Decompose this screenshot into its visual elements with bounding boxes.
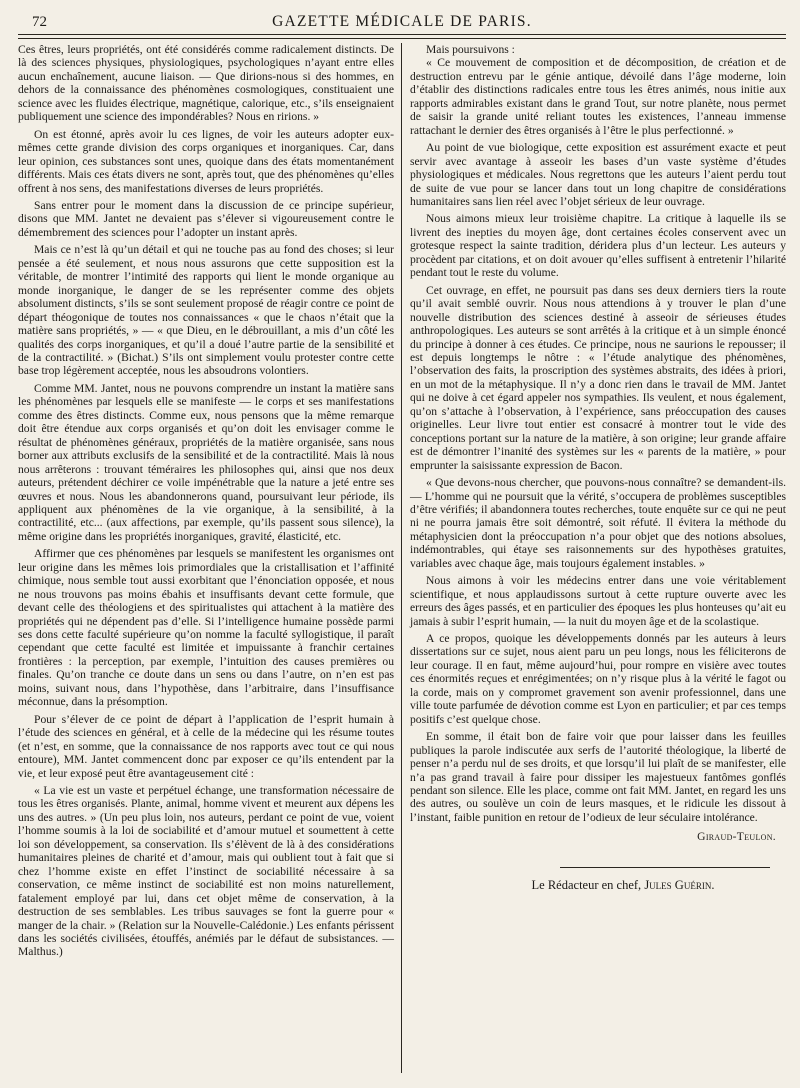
author-signature: Giraud-Teulon. (697, 830, 776, 844)
paragraph: « La vie est un vaste et perpétuel échange, une transformation nécessaire de tous les êtres organisés. Plante, animal, homme vivent et meurent aux dépens les uns des autres. » (Un peu plus loin, nos auteurs, perdant ce point de vue, voient l’homme soumis à la loi de sociabilité et d’amour mutuel et soumettent à cette loi son développement, sa conservation. Ils s’élèvent de là à des considérations humanitaires pleines de charité et d’amour, mais qui oublient tout à fait que si chez l’homme existe en effet l’instinct de sociabilité nécessaire à sa conservation, ce même instinct de sociabilité est non moins naturellement, fatalement employé par lui, dans cet objet même de conservation, à la destruction de ses semblables. Les tribus sauvages se font la guerre pour « manger de la chair. » (Relation sur la Nouvelle-Calédonie.) Les enfants périssent dans les sociétés civilisées, étouffés, anémiés par le défaut de subsistances. — Malthus.) (18, 784, 394, 959)
page-header (18, 8, 786, 35)
page-number: 72 (32, 14, 47, 30)
header-rule (18, 35, 786, 39)
paragraph: Nous aimons mieux leur troisième chapitre. La critique à laquelle ils se livrent des inepties du moyen âge, dont certaines écoles conservent avec un grotesque respect la sainte tradition, déridera plus d’un lecteur. Les auteurs y procèdent par citations, et on doit avouer qu’elles suffisent à entretenir l’hilarité pendant tout le reste du volume. (410, 212, 786, 280)
paragraph: Nous aimons à voir les médecins entrer dans une voie véritablement scientifique, et nous applaudissons surtout à cette rupture ouverte avec les erreurs des âges passés, et en particulier des époques les plus honteuses qu’ait eu jamais à subir l’esprit humain, — la nuit du moyen âge et de la scolastique. (410, 574, 786, 628)
signature-rule (560, 867, 770, 868)
right-column (401, 43, 786, 1073)
editor-prefix: Le Rédacteur en chef, (531, 878, 642, 893)
paragraph: Sans entrer pour le moment dans la discussion de ce principe supérieur, disons que MM. Jantet ne devaient pas s’élever si vigoureusement contre le démembrement des sciences pour l’adopter un instant après. (18, 198, 394, 239)
paragraph: Au point de vue biologique, cette exposition est assurément exacte et peut servir avec avantage à asseoir les bases d’un vaste système d’études physiologiques et médicales. Nous regrettons que les auteurs l’aient perdu tout de suite de vue pour se lancer dans tout un long chapitre de considérations humanitaires sans lien réel avec l’objet sérieux de leur ouvrage. (410, 141, 786, 208)
paragraph: A ce propos, quoique les développements donnés par les auteurs à leurs dissertations sur ce sujet, nous aient paru un peu longs, nous les féliciterons de leur courage. Il en faut, même aujourd’hui, pour rompre en visière avec toutes ces énormités reçues et enrégimentées; on n’y risque plus à la vérité le fagot ou la corde, mais on y compromet gravement son avenir professionnel, dans une ville toute parfumée de dévotion comme est Lyon en particulier; et par ces temps positifs c’est quelque chose. (410, 632, 786, 726)
paragraph: Pour s’élever de ce point de départ à l’application de l’esprit humain à l’étude des sciences en général, et à celle de la médecine qui les résume toutes (et n’est, en somme, que la connaissance de nos rapports avec tout ce qui nous entoure), MM. Jantet commencent donc par exposer ce qu’ils entendent par la vie, et leur exposé peut être avantageusement cité : (18, 712, 394, 780)
left-column (18, 43, 401, 1073)
paragraph: En somme, il était bon de faire voir que pour laisser dans les feuilles publiques la parole indiscutée aux serfs de l’autorité théologique, la liberté de penser n’a perdu nul de ses droits, et que lorsqu’il lui plaît de se manifester, elle n’a pas grand travail à faire pour dissiper les majestueux fantômes gonflés pendant son silence. Elle les place, comme ont fait MM. Jantet, en regard les uns des autres, ou soulève un coin de leurs masques, et le ridicule les dissout à l’instant, faible punition en retour de l’odieux de leur séculaire intolérance. (410, 730, 786, 824)
paragraph: Comme MM. Jantet, nous ne pouvons comprendre un instant la matière sans les phénomènes par lesquels elle se manifeste — le corps et ses manifestations comme des êtres distincts. Comme eux, nous pensons que la même remarque doit être étendue aux corps organisés et qu’on doit les envisager comme le résultat de phénomènes généraux, propriétés de la matière organisée, sans nous borner aux attributs exclusifs de la sensibilité et de la contractilité. Mais là nous nous arrêterons : trouvant téméraires les philosophes qui, ainsi que nos deux auteurs, prétendent déchirer ce voile impénétrable que la nature a jeté entre ses œuvres et nous. Nous les abandonnerons quand, poursuivant leur période, ils appliquent aux phénomènes de la vie organique, à la sensibilité, à la contractilité, etc... (aux affections, par exemple, qu’ils passent sous silence), la même origine dans les propriétés inorganiques, gravité, élasticité, etc. (18, 381, 394, 543)
paragraph: « Ce mouvement de composition et de décomposition, de création et de destruction entrevu par le génie antique, dévoilé dans l’âge moderne, loin d’établir des distinctions radicales entre tous les êtres animés, nous initie aux rapports admirables existant dans le grand Tout, sur notre planète, nous permet de saisir la grande unité reliant toutes les existences, l’anneau immense rattachant le dernier des êtres organisés à l’être le plus perfectionné. » (410, 56, 786, 137)
paragraph: Affirmer que ces phénomènes par lesquels se manifestent les organismes ont leur origine dans les mêmes lois primordiales que la cristallisation et l’affinité chimique, nous semble tout aussi exorbitant que l’énonciation opposée, et nous ne nous trouvons pas moins ébahis et insuffisants devant cette formule, que devant celle des théologiens et des spiritualistes qui attachent à la matière des propriétés qui ne dépendent pas d’elle. Si l’intelligence humaine possède parmi ses dons cette faculté supérieure qu’on nomme la faculté syllogistique, il paraît cependant que cette faculté est limitée et impuissante à franchir certaines frontières : la perception, par exemple, l’intuition des causes premières ou finales. Qu’on tranche ce doute dans un sens ou dans l’autre, on n’en est pas moins, suivant nous, dans l’hypothèse, dans l’arbitraire, dans l’insuffisance méconnue, dans la présomption. (18, 547, 394, 709)
editor-name: Jules Guérin. (644, 878, 715, 893)
journal-title: GAZETTE MÉDICALE DE PARIS. (272, 13, 532, 30)
paragraph: Cet ouvrage, en effet, ne poursuit pas dans ses deux derniers tiers la route qu’il avait semblé ouvrir. Nous nous attendions à y trouver le plan d’une nouvelle distribution des sciences destiné à asseoir de sérieuses études anthropologiques. Les auteurs se sont arrêtés à la critique et à un simple énoncé du principe à donner à ces études. Ce principe, nous ne saurions le repousser; il est depuis longtemps le nôtre : « l’étude analytique des phénomènes, l’observation des faits, la proscription des systèmes abstraits, des idées à priori, en un mot de la métaphysique. Il n’y a donc rien dans le travail de MM. Jantet qui ne doive à cet égard appeler nos sympathies. Ils veulent, et nous également, qu’on s’attache à l’observation, à l’expérience, sans préoccupation des causes originelles. Leur livre tout entier est consacré à montrer tout le vide des conceptions portant sur la nature de la matière, à son origine; leur grande affaire est de démontrer l’inanité des systèmes sur les « parents de la matière, » pour emprunter la saisissante expression de Bacon. (410, 283, 786, 472)
paragraph: « Que devons-nous chercher, que pouvons-nous connaître? se demandent-ils. — L’homme qui ne poursuit que la vérité, s’occupera de problèmes susceptibles d’être vérifiés; il abandonnera toutes recherches, toute enquête sur ce qui ne peut ni ne pourra jamais être soit démontré, soit réfuté. Il évitera la méthode du métaphysicien dont la préoccupation n’a pour objet que des notions absolues, indémontrables, qui étaye ses raisonnements sur des hypothèses gratuites, variables avec chaque âge, mais toujours également instables. » (410, 476, 786, 570)
paragraph: On est étonné, après avoir lu ces lignes, de voir les auteurs adopter eux-mêmes cette grande division des corps organiques et inorganiques. Car, dans leur opinion, ces substances sont unes, quoique dans des états momentanément différents. Mais ces états divers ne sont, après tout, que des phénomènes qu’elles offrent à nos sens, des manifestations diverses de leurs propriétés. (18, 127, 394, 195)
paragraph: Mais ce n’est là qu’un détail et qui ne touche pas au fond des choses; si leur pensée a été seulement, et nous nous assurons que cette supposition est la véritable, de montrer l’intimité des rapports qui lient le monde organique au monde inorganique, le danger de se les représenter comme des objets absolument distincts, s’ils se sont seulement proposé de réagir contre ce point de départ théogonique de toutes nos connaissances « que le chaos n’était que la matière sans propriétés, » — « que Dieu, en le débrouillant, a mis d’un côté les qualités des corps inorganiques, et qu’il a doué l’autre partie de la sensibilité et de la contractilité. » (Bichat.) S’ils ont simplement voulu protester contre cette base trop légèrement acceptée, nous les absoudrons volontiers. (18, 243, 394, 378)
article-columns (18, 43, 786, 1073)
editor-line (410, 878, 786, 893)
paragraph: Ces êtres, leurs propriétés, ont été considérés comme radicalement distincts. De là des sciences physiques, physiologiques, psychologiques n’ayant entre elles aucun enchaînement, aucune liaison. — Que dirions-nous si des hommes, en dehors de la connaissance des phénomènes cosmologiques, constituaient une science avec les fluides électrique, magnétique, calorique, etc., s’ils enseignaient publiquement une science des impondérables? Nous en ririons. » (18, 43, 394, 124)
paragraph: Mais poursuivons : (426, 43, 515, 56)
